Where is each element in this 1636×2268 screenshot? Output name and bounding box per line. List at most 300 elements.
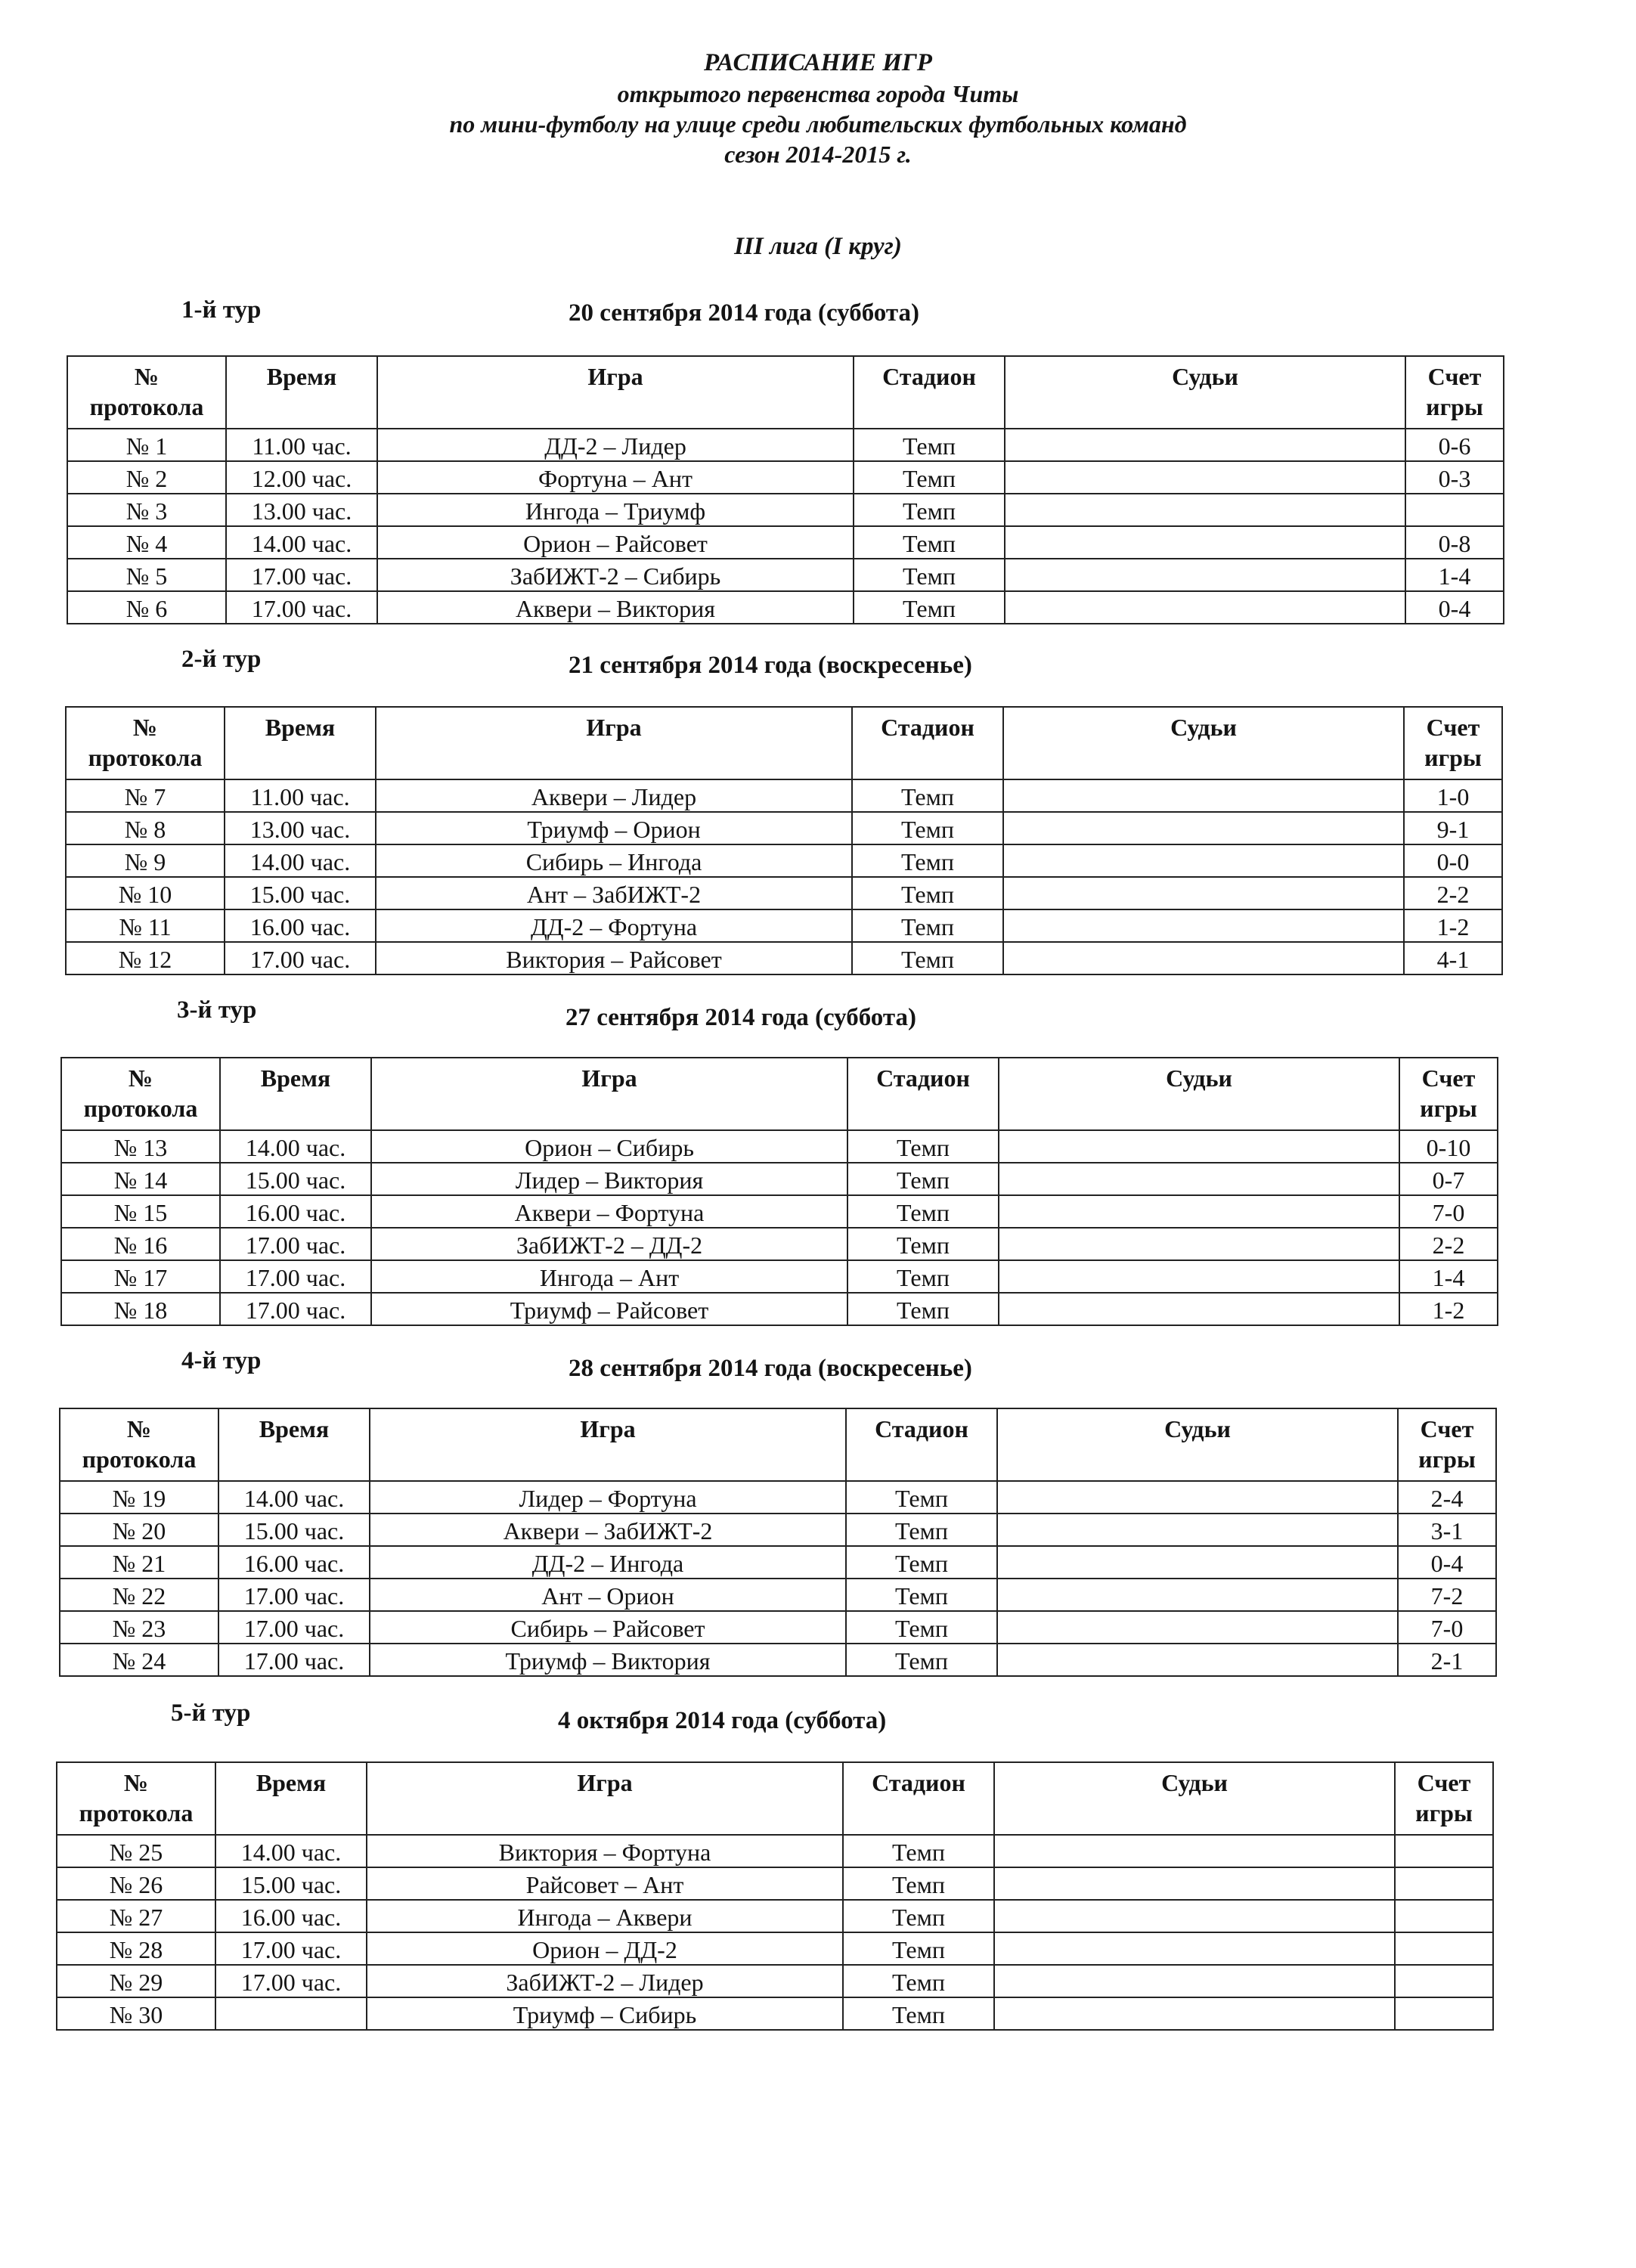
col-header-protocol-text: протокола [83,1095,198,1122]
stadium-cell: Темп [846,1611,997,1644]
score-cell: 4-1 [1404,942,1502,974]
table-row [61,1293,1498,1325]
col-header-time-text: Время [256,1769,327,1796]
judges-cell [1005,494,1405,526]
score-cell [1395,1900,1493,1932]
judges-cell [997,1546,1398,1579]
table-row [67,526,1504,559]
stadium-cell: Темп [843,1997,994,2030]
col-header-score [1398,1408,1496,1481]
time-cell: 17.00 час. [220,1260,371,1293]
game-cell: Триумф – Райсовет [371,1293,847,1325]
col-header-score [1395,1762,1493,1835]
col-header-judges [1003,707,1404,779]
protocol-cell: № 15 [61,1195,220,1228]
col-header-stadium [847,1058,999,1130]
score-cell: 0-8 [1405,526,1504,559]
col-header-stadium [846,1408,997,1481]
table-row [67,461,1504,494]
stadium-cell: Темп [847,1293,999,1325]
stadium-cell: Темп [854,429,1005,461]
col-header-judges [994,1762,1395,1835]
time-cell: 17.00 час. [225,942,376,974]
table-row [57,1997,1493,2030]
table-row [60,1611,1496,1644]
judges-cell [1005,429,1405,461]
protocol-cell: № 6 [67,591,226,624]
score-cell [1405,494,1504,526]
time-cell: 15.00 час. [218,1514,370,1546]
stadium-cell: Темп [854,461,1005,494]
judges-cell [994,1900,1395,1932]
table-row [66,909,1502,942]
col-header-judges [997,1408,1398,1481]
protocol-cell: № 22 [60,1579,218,1611]
stadium-cell: Темп [854,559,1005,591]
col-header-score-text: Счет [1427,363,1482,390]
game-cell: Ант – Орион [370,1579,846,1611]
protocol-cell: № 24 [60,1644,218,1676]
col-header-score-text: Счет [1426,714,1480,741]
col-header-game [377,356,854,429]
judges-cell [1003,779,1404,812]
col-header-judges-text: Судьи [1164,1415,1231,1442]
stadium-cell: Темп [846,1514,997,1546]
col-header-game-text: Игра [581,1064,637,1092]
judges-cell [1003,942,1404,974]
time-cell [215,1997,367,2030]
round-label: 3-й тур [177,996,257,1024]
col-header-judges [999,1058,1399,1130]
col-header-protocol [60,1408,218,1481]
time-cell: 17.00 час. [226,591,377,624]
protocol-cell: № 4 [67,526,226,559]
col-header-score [1404,707,1502,779]
game-cell: Орион – Райсовет [377,526,854,559]
col-header-protocol-text: № [126,1415,152,1442]
judges-cell [999,1260,1399,1293]
game-cell: Ант – ЗабИЖТ-2 [376,877,852,909]
game-cell: Триумф – Орион [376,812,852,844]
table-row [61,1260,1498,1293]
score-cell: 1-2 [1404,909,1502,942]
col-header-game [370,1408,846,1481]
time-cell: 17.00 час. [226,559,377,591]
time-cell: 14.00 час. [226,526,377,559]
table-header-row [61,1058,1498,1130]
col-header-time [225,707,376,779]
protocol-cell: № 1 [67,429,226,461]
judges-cell [1005,526,1405,559]
protocol-cell: № 20 [60,1514,218,1546]
time-cell: 12.00 час. [226,461,377,494]
protocol-cell: № 23 [60,1611,218,1644]
col-header-score-text: игры [1418,1445,1476,1473]
score-cell: 2-4 [1398,1481,1496,1514]
game-cell: ДД-2 – Лидер [377,429,854,461]
game-cell: Орион – Сибирь [371,1130,847,1163]
score-cell [1395,1867,1493,1900]
stadium-cell: Темп [854,494,1005,526]
table-row [57,1965,1493,1997]
col-header-protocol-text: протокола [79,1799,194,1826]
stadium-cell: Темп [847,1130,999,1163]
col-header-score-text: игры [1420,1095,1477,1122]
game-cell: Аквери – Лидер [376,779,852,812]
col-header-score-text: игры [1424,744,1482,771]
col-header-judges-text: Судьи [1166,1064,1232,1092]
game-cell: Ингода – Аквери [367,1900,843,1932]
judges-cell [997,1514,1398,1546]
judges-cell [1003,812,1404,844]
score-cell: 1-0 [1404,779,1502,812]
judges-cell [997,1611,1398,1644]
table-header-row [60,1408,1496,1481]
score-cell: 1-2 [1399,1293,1498,1325]
stadium-cell: Темп [852,844,1003,877]
col-header-time [215,1762,367,1835]
table-row [67,591,1504,624]
protocol-cell: № 18 [61,1293,220,1325]
table-row [61,1195,1498,1228]
col-header-score-text: Счет [1420,1415,1474,1442]
subtitle-line-3: по мини-футболу на улице среди любительских футбольных команд [449,110,1187,138]
schedule-table [59,1408,1497,1677]
col-header-stadium-text: Стадион [882,363,976,390]
document-title: РАСПИСАНИЕ ИГР [704,49,932,76]
stadium-cell: Темп [843,1835,994,1867]
score-cell: 9-1 [1404,812,1502,844]
table-row [66,844,1502,877]
col-header-game [376,707,852,779]
col-header-score-text: Счет [1421,1064,1476,1092]
col-header-protocol-text: № [123,1769,149,1796]
col-header-score-text: игры [1415,1799,1473,1826]
score-cell: 0-4 [1405,591,1504,624]
col-header-game-text: Игра [587,363,643,390]
time-cell: 16.00 час. [220,1195,371,1228]
score-cell: 0-4 [1398,1546,1496,1579]
judges-cell [994,1997,1395,2030]
judges-cell [999,1228,1399,1260]
stadium-cell: Темп [846,1579,997,1611]
table-header-row [57,1762,1493,1835]
game-cell: Ингода – Ант [371,1260,847,1293]
stadium-cell: Темп [843,1867,994,1900]
judges-cell [1005,591,1405,624]
time-cell: 14.00 час. [225,844,376,877]
col-header-protocol-text: № [134,363,160,390]
game-cell: Сибирь – Райсовет [370,1611,846,1644]
game-cell: ЗабИЖТ-2 – Сибирь [377,559,854,591]
stadium-cell: Темп [852,779,1003,812]
col-header-protocol [61,1058,220,1130]
game-cell: Виктория – Райсовет [376,942,852,974]
score-cell: 0-7 [1399,1163,1498,1195]
round-date: 28 сентября 2014 года (воскресенье) [569,1355,972,1382]
time-cell: 16.00 час. [225,909,376,942]
time-cell: 14.00 час. [218,1481,370,1514]
protocol-cell: № 11 [66,909,225,942]
time-cell: 16.00 час. [215,1900,367,1932]
protocol-cell: № 29 [57,1965,215,1997]
document-header [0,47,1636,169]
time-cell: 11.00 час. [225,779,376,812]
stadium-cell: Темп [852,812,1003,844]
protocol-cell: № 30 [57,1997,215,2030]
col-header-stadium-text: Стадион [876,1064,970,1092]
game-cell: ЗабИЖТ-2 – Лидер [367,1965,843,1997]
col-header-protocol-text: протокола [88,744,203,771]
league-title: III лига (I круг) [734,233,902,260]
col-header-stadium [854,356,1005,429]
table-row [60,1514,1496,1546]
judges-cell [999,1293,1399,1325]
protocol-cell: № 28 [57,1932,215,1965]
table-row [60,1644,1496,1676]
judges-cell [999,1130,1399,1163]
stadium-cell: Темп [843,1965,994,1997]
protocol-cell: № 16 [61,1228,220,1260]
game-cell: Триумф – Сибирь [367,1997,843,2030]
score-cell [1395,1835,1493,1867]
col-header-stadium-text: Стадион [881,714,974,741]
score-cell: 3-1 [1398,1514,1496,1546]
col-header-time-text: Время [260,1064,331,1092]
judges-cell [999,1163,1399,1195]
col-header-time-text: Время [265,714,336,741]
col-header-game-text: Игра [577,1769,633,1796]
score-cell: 0-6 [1405,429,1504,461]
score-cell [1395,1997,1493,2030]
stadium-cell: Темп [847,1195,999,1228]
protocol-cell: № 19 [60,1481,218,1514]
col-header-time [218,1408,370,1481]
game-cell: ДД-2 – Ингода [370,1546,846,1579]
table-row [67,494,1504,526]
col-header-judges-text: Судьи [1170,714,1237,741]
time-cell: 17.00 час. [220,1293,371,1325]
col-header-game-text: Игра [586,714,642,741]
table-header-row [66,707,1502,779]
score-cell: 0-0 [1404,844,1502,877]
table-row [57,1835,1493,1867]
score-cell: 0-10 [1399,1130,1498,1163]
stadium-cell: Темп [852,877,1003,909]
table-row [61,1130,1498,1163]
score-cell [1395,1932,1493,1965]
stadium-cell: Темп [854,591,1005,624]
score-cell: 2-2 [1404,877,1502,909]
protocol-cell: № 14 [61,1163,220,1195]
table-row [57,1900,1493,1932]
judges-cell [1005,461,1405,494]
time-cell: 13.00 час. [225,812,376,844]
score-cell: 2-1 [1398,1644,1496,1676]
round-label: 5-й тур [171,1699,251,1727]
col-header-protocol-text: протокола [82,1445,197,1473]
game-cell: Фортуна – Ант [377,461,854,494]
time-cell: 17.00 час. [215,1965,367,1997]
judges-cell [1003,909,1404,942]
game-cell: Аквери – Фортуна [371,1195,847,1228]
round-label: 2-й тур [181,646,262,673]
judges-cell [994,1932,1395,1965]
protocol-cell: № 17 [61,1260,220,1293]
col-header-protocol-text: № [128,1064,153,1092]
subtitle-line-2: открытого первенства города Читы [617,80,1019,107]
table-row [67,429,1504,461]
protocol-cell: № 25 [57,1835,215,1867]
game-cell: Лидер – Фортуна [370,1481,846,1514]
col-header-game [371,1058,847,1130]
judges-cell [1003,844,1404,877]
score-cell: 7-2 [1398,1579,1496,1611]
protocol-cell: № 10 [66,877,225,909]
game-cell: ДД-2 – Фортуна [376,909,852,942]
protocol-cell: № 8 [66,812,225,844]
score-cell: 2-2 [1399,1228,1498,1260]
col-header-game [367,1762,843,1835]
protocol-cell: № 21 [60,1546,218,1579]
col-header-time-text: Время [259,1415,330,1442]
col-header-judges-text: Судьи [1172,363,1238,390]
schedule-table [60,1057,1498,1326]
stadium-cell: Темп [847,1163,999,1195]
round-date: 4 октября 2014 года (суббота) [558,1707,887,1734]
round-label: 1-й тур [181,296,262,324]
stadium-cell: Темп [852,909,1003,942]
col-header-score [1405,356,1504,429]
game-cell: Ингода – Триумф [377,494,854,526]
season-line: сезон 2014-2015 г. [724,141,912,168]
game-cell: Лидер – Виктория [371,1163,847,1195]
col-header-protocol-text: протокола [89,393,204,420]
score-cell: 7-0 [1398,1611,1496,1644]
protocol-cell: № 9 [66,844,225,877]
round-label: 4-й тур [181,1347,262,1374]
game-cell: Триумф – Виктория [370,1644,846,1676]
stadium-cell: Темп [846,1546,997,1579]
judges-cell [999,1195,1399,1228]
table-row [60,1546,1496,1579]
col-header-protocol [67,356,226,429]
schedule-table [56,1761,1494,2031]
game-cell: Виктория – Фортуна [367,1835,843,1867]
time-cell: 15.00 час. [225,877,376,909]
table-header-row [67,356,1504,429]
table-row [61,1163,1498,1195]
time-cell: 17.00 час. [218,1644,370,1676]
game-cell: ЗабИЖТ-2 – ДД-2 [371,1228,847,1260]
table-row [67,559,1504,591]
judges-cell [997,1579,1398,1611]
stadium-cell: Темп [843,1900,994,1932]
col-header-score-text: Счет [1417,1769,1471,1796]
stadium-cell: Темп [847,1260,999,1293]
col-header-stadium-text: Стадион [875,1415,968,1442]
score-cell: 1-4 [1399,1260,1498,1293]
judges-cell [994,1835,1395,1867]
col-header-protocol [66,707,225,779]
stadium-cell: Темп [846,1644,997,1676]
time-cell: 13.00 час. [226,494,377,526]
time-cell: 14.00 час. [220,1130,371,1163]
col-header-judges [1005,356,1405,429]
protocol-cell: № 12 [66,942,225,974]
table-row [60,1579,1496,1611]
col-header-time-text: Время [266,363,337,390]
score-cell [1395,1965,1493,1997]
game-cell: Райсовет – Ант [367,1867,843,1900]
protocol-cell: № 27 [57,1900,215,1932]
stadium-cell: Темп [854,526,1005,559]
col-header-judges-text: Судьи [1161,1769,1228,1796]
score-cell: 0-3 [1405,461,1504,494]
col-header-time [226,356,377,429]
time-cell: 15.00 час. [220,1163,371,1195]
judges-cell [1003,877,1404,909]
game-cell: Орион – ДД-2 [367,1932,843,1965]
time-cell: 11.00 час. [226,429,377,461]
protocol-cell: № 2 [67,461,226,494]
judges-cell [1005,559,1405,591]
table-row [66,812,1502,844]
protocol-cell: № 5 [67,559,226,591]
game-cell: Сибирь – Ингода [376,844,852,877]
score-cell: 7-0 [1399,1195,1498,1228]
round-date: 20 сентября 2014 года (суббота) [569,299,919,327]
stadium-cell: Темп [847,1228,999,1260]
stadium-cell: Темп [843,1932,994,1965]
time-cell: 15.00 час. [215,1867,367,1900]
judges-cell [994,1965,1395,1997]
col-header-protocol-text: № [132,714,158,741]
protocol-cell: № 7 [66,779,225,812]
table-row [61,1228,1498,1260]
col-header-time [220,1058,371,1130]
game-cell: Аквери – ЗабИЖТ-2 [370,1514,846,1546]
stadium-cell: Темп [846,1481,997,1514]
judges-cell [994,1867,1395,1900]
protocol-cell: № 3 [67,494,226,526]
col-header-stadium [843,1762,994,1835]
time-cell: 16.00 час. [218,1546,370,1579]
col-header-protocol [57,1762,215,1835]
round-date: 21 сентября 2014 года (воскресенье) [569,652,972,679]
time-cell: 14.00 час. [215,1835,367,1867]
table-row [66,877,1502,909]
col-header-score-text: игры [1426,393,1483,420]
table-row [57,1932,1493,1965]
time-cell: 17.00 час. [218,1611,370,1644]
protocol-cell: № 13 [61,1130,220,1163]
judges-cell [997,1481,1398,1514]
round-date: 27 сентября 2014 года (суббота) [565,1004,916,1031]
table-row [66,942,1502,974]
col-header-stadium-text: Стадион [872,1769,965,1796]
time-cell: 17.00 час. [220,1228,371,1260]
schedule-table [65,706,1503,975]
col-header-stadium [852,707,1003,779]
schedule-table [67,355,1504,624]
table-row [57,1867,1493,1900]
table-row [66,779,1502,812]
protocol-cell: № 26 [57,1867,215,1900]
time-cell: 17.00 час. [215,1932,367,1965]
col-header-game-text: Игра [580,1415,636,1442]
judges-cell [997,1644,1398,1676]
